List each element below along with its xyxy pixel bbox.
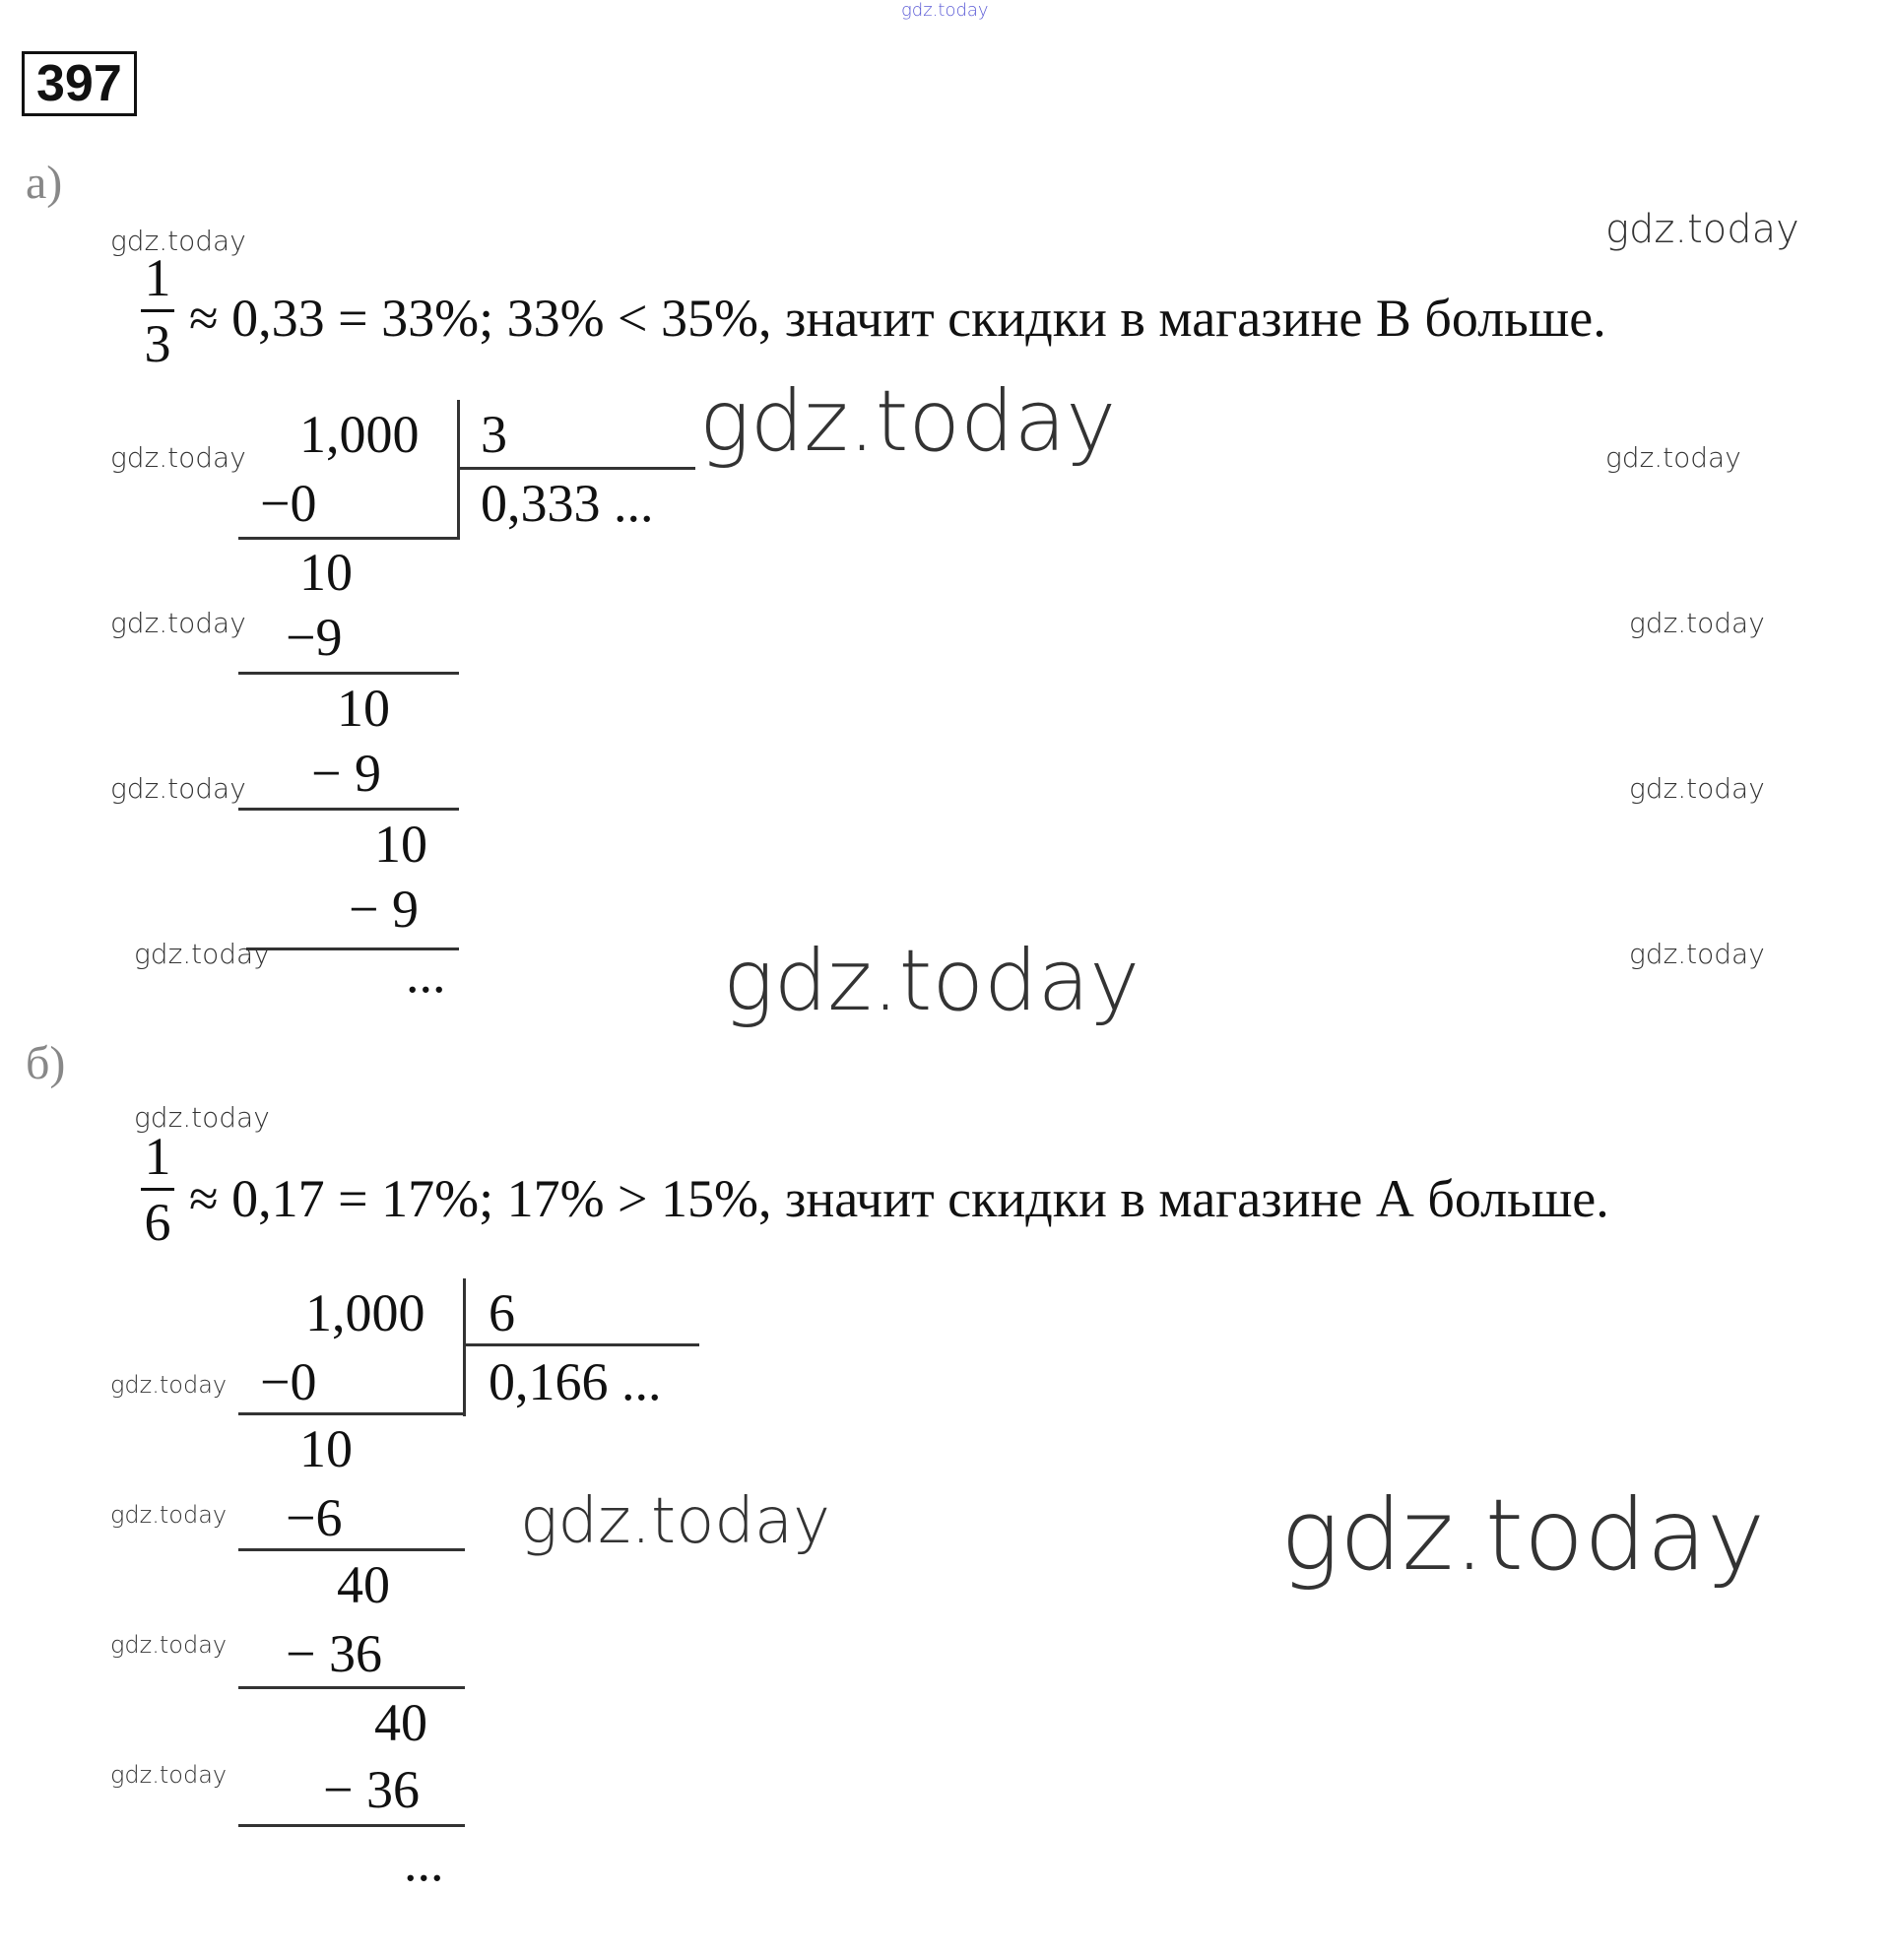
part-b-statement: ≈ 0,17 = 17%; 17% > 15%, значит скидки в магазине А больше. (189, 1169, 1609, 1228)
watermark: gdz.today (1629, 772, 1765, 805)
fraction-bar (141, 1188, 174, 1191)
watermark: gdz.today (110, 1761, 228, 1789)
watermark: gdz.today (1629, 938, 1765, 970)
watermark: gdz.today (1605, 441, 1741, 474)
division-line (238, 808, 459, 811)
watermark: gdz.today (110, 1501, 228, 1529)
division-step: 40 (337, 1555, 390, 1614)
division-line (238, 672, 459, 675)
watermark: gdz.today (110, 1631, 228, 1659)
division-step: −9 (286, 608, 343, 667)
division-step: − 9 (311, 744, 381, 803)
part-a-divisor: 3 (481, 405, 507, 464)
watermark: gdz.today (699, 372, 1117, 471)
division-bracket-horizontal (465, 1343, 699, 1346)
watermark: gdz.today (1605, 207, 1799, 252)
division-line (238, 1412, 465, 1415)
part-a-dividend: 1,000 (299, 405, 420, 464)
division-step: −6 (286, 1488, 343, 1547)
part-a-quotient: 0,333 ... (481, 474, 654, 533)
watermark: gdz.today (723, 932, 1141, 1030)
task-number: 397 (22, 51, 137, 116)
fraction-denominator: 6 (144, 1193, 171, 1252)
part-b-fraction (138, 1127, 177, 1252)
part-a-label: а) (26, 157, 63, 209)
watermark: gdz.today (110, 607, 246, 639)
division-line (238, 537, 459, 540)
division-line (238, 1824, 465, 1827)
division-step: −0 (260, 1352, 317, 1411)
division-step: 10 (299, 543, 353, 602)
fraction-numerator: 1 (144, 248, 171, 307)
watermark: gdz.today (110, 772, 246, 805)
watermark: gdz.today (110, 1371, 228, 1399)
division-step: − 36 (286, 1624, 382, 1683)
fraction-numerator: 1 (144, 1127, 171, 1186)
division-line (238, 1548, 465, 1551)
division-step: ... (404, 1833, 444, 1892)
part-b-divisor: 6 (489, 1283, 515, 1342)
part-a-fraction (138, 248, 177, 373)
watermark: gdz.today (110, 441, 246, 474)
division-step: − 36 (323, 1760, 420, 1819)
watermark: gdz.today (134, 1101, 270, 1134)
fraction-denominator: 3 (144, 314, 171, 373)
division-step: 10 (299, 1419, 353, 1478)
watermark: gdz.today (134, 938, 270, 970)
part-a-statement: ≈ 0,33 = 33%; 33% < 35%, значит скидки в магазине В больше. (189, 289, 1606, 348)
part-b-quotient: 0,166 ... (489, 1352, 662, 1411)
part-b-dividend: 1,000 (305, 1283, 425, 1342)
division-step: 40 (374, 1693, 427, 1752)
watermark: gdz.today (520, 1485, 830, 1558)
watermark: gdz.today (1280, 1477, 1766, 1593)
watermark: gdz.today (1629, 607, 1765, 639)
division-bracket-vertical (457, 400, 460, 540)
part-b-label: б) (26, 1037, 66, 1089)
watermark-top: gdz.today (901, 0, 989, 21)
watermark: gdz.today (110, 225, 246, 257)
fraction-bar (141, 309, 174, 312)
division-step: −0 (260, 474, 317, 533)
division-bracket-horizontal (459, 467, 695, 470)
division-step: ... (406, 945, 446, 1004)
division-bracket-vertical (463, 1278, 466, 1416)
division-step: − 9 (349, 880, 419, 939)
division-step: 10 (337, 679, 390, 738)
division-line (238, 1686, 465, 1689)
division-step: 10 (374, 815, 427, 874)
